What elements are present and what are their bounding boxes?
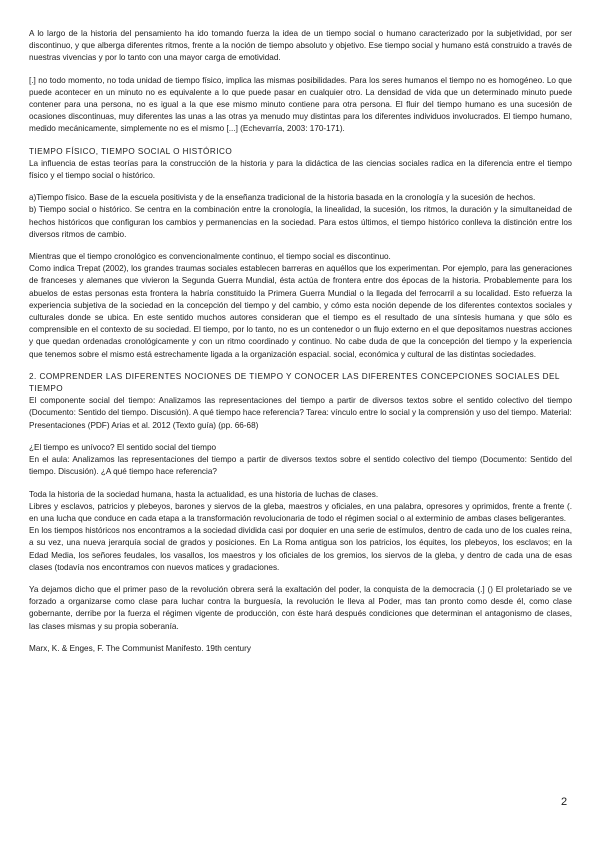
quote-revolucion-obrera: Ya dejamos dicho que el primer paso de la revolución obrera será la exaltación del poder, la conquista de la democracia (.] () El proletariado se ve forzado a organizarse como clase para luchar contra la burguesía, la revolución le lleva al Poder, mas tan pronto como desde él, como clase gobernante, derribe por la fuerza el régimen vigente de producción, con éste hará después condiciones que determinan el antagonismo de clases, las clases mismas y su propia soberanía. bbox=[29, 584, 572, 631]
paragraph-componente-social: El componente social del tiempo: Analizamos las representaciones del tiempo a partir de diversos textos sobre el sentido colectivo del tiempo (Documento: Sentido del tiempo. Discusión). A qué tiempo hace referencia? Tarea: vínculo entre lo social y la comprensión y uso del tiempo. Material: bbox=[29, 396, 572, 418]
list-item-tiempo-fisico: a)Tiempo físico. Base de la escuela positivista y de la enseñanza tradicional de la historia basada en la cronología y la sucesión de hechos. bbox=[29, 193, 536, 203]
paragraph-en-el-aula: En el aula: Analizamos las representaciones del tiempo a partir de diversos textos sobre el sentido colectivo del tiempo (Documento: Sentido del tiempo. Discusión). ¿A qué tiempo hace referencia? bbox=[29, 455, 572, 477]
page-number: 2 bbox=[561, 796, 568, 808]
quote-echevarria: [.] no todo momento, no toda unidad de tiempo físico, implica las mismas posibilidades. Para los seres humanos el tiempo no es homogéneo. Lo que puede acontecer en un minuto no es equivalente a lo que puede pasar en cualquier otro. La densidad de vida que un determinado minuto puede contener para una persona, no es igual a la que ese mismo minuto contiene para otra persona. El fluir del tiempo humano es una sucesión de ocasiones discontinuas, muy diferentes las unas a las otras ya menudo muy distintas para los diferentes individuos involucrados. El tiempo humano, medido mecánicamente, simplemente no es el mismo [...] (Echevarría, 2003: 170-171). bbox=[29, 75, 572, 134]
quote-historia-luchas: Toda la historia de la sociedad humana, hasta la actualidad, es una historia de luchas de clases. bbox=[29, 489, 379, 499]
section-heading-tiempo-fisico: TIEMPO FÍSICO, TIEMPO SOCIAL O HISTÓRICO bbox=[29, 146, 233, 156]
paragraph-tiempo-cronologico: Mientras que el tiempo cronológico es convencionalmente continuo, el tiempo social es discontinuo. bbox=[29, 252, 391, 262]
paragraph-influencia: La influencia de estas teorías para la construcción de la historia y para la didáctica de las ciencias sociales radica en la diferencia entre el tiempo físico y el tiempo social o histórico. bbox=[29, 158, 572, 181]
document-page bbox=[29, 28, 572, 665]
heading-tiempo-univoco: ¿El tiempo es unívoco? El sentido social del tiempo bbox=[29, 442, 217, 452]
citation-marx-engels: Marx, K. & Enges, F. The Communist Manifesto. 19th century bbox=[29, 643, 251, 653]
paragraph-trepat: Como indica Trepat (2002), los grandes traumas sociales establecen barreras en aquéllos que los experimentan. Por ejemplo, para las generaciones de franceses y alemanes que vivieron la Segunda Guerra Mundial, ésta actúa de frontera entre dos épocas de la historia. Probablemente para los abuelos de estas personas esta frontera la habría constituido la Primera Guerra Mundial o la llegada del ferrocarril a su localidad. Esto refuerza la experiencia subjetiva de la sociedad en la concepción del tiempo y del cambio, y cómo esta noción depende de los diferentes contextos sociales y culturales donde se ubica. En este sentido muchos autores consideran que el tiempo es el resultado de una síntesis humana y que sólo es comprensible en el contexto de su sociedad. El tiempo, por lo tanto, no es un contenedor o un flujo externo en el que depositamos nuestras acciones y que quedan ordenadas cronológicamente y con un ritmo coordinado y continuo. No cabe duda de que la concepción del tiempo y la experiencia que tenemos sobre el mismo está estrechamente ligada a la organización espacial. social, económica y cultural de las distintas sociedades. bbox=[29, 264, 572, 359]
quote-tiempos-historicos: En los tiempos históricos nos encontramos a la sociedad dividida casi por doquier en una serie de estímulos, dentro de cada uno de los cuales reina, a su vez, una nueva jerarquía social de grados y posiciones. En La Roma antigua son los patricios, los équites, los plebeyos, los esclavos; en la Edad Media, los señores feudales, los vasallos, los maestros y los oficiales de los gremios, los siervos de la gleba, y dentro de cada una de esas clases (todavía nos encontramos con nuevos matices y gradaciones. bbox=[29, 526, 572, 572]
quote-libres-esclavos: Libres y esclavos, patricios y plebeyos, barones y siervos de la gleba, maestros y oficiales, en una palabra, opresores y oprimidos, frente a frente (. en una lucha que conduce en cada etapa a la transformación revolucionaria de todo el régimen social o al exterminio de ambas clases beligerantes. bbox=[29, 501, 572, 523]
list-item-tiempo-social: b) Tiempo social o histórico. Se centra en la combinación entre la cronología, la linealidad, la sucesión, los ritmos, la duración y la simultaneidad de hechos históricos que configuran los cambios y permanencias en la sociedad. Para estos últimos, el tiempo histórico conlleva la distinción entre los diversos ritmos de cambio. bbox=[29, 205, 572, 239]
section-heading-comprender: 2. COMPRENDER LAS DIFERENTES NOCIONES DE TIEMPO Y CONOCER LAS DIFERENTES CONCEPCIONES SOCIALES DEL TIEMPO bbox=[29, 371, 560, 394]
paragraph-presentaciones: Presentaciones (PDF) Arias et al. 2012 (Texto guía) (pp. 66-68) bbox=[29, 420, 259, 430]
paragraph-intro: A lo largo de la historia del pensamiento ha ido tomando fuerza la idea de un tiempo social o humano caracterizado por la subjetividad, por ser discontinuo, y que alberga diferentes ritmos, frente a la noción de tiempo absoluto y objetivo. Ese tiempo social y humano está construido a través de nuestras vivencias y por lo tanto con una mayor carga de emotividad. bbox=[29, 29, 572, 63]
